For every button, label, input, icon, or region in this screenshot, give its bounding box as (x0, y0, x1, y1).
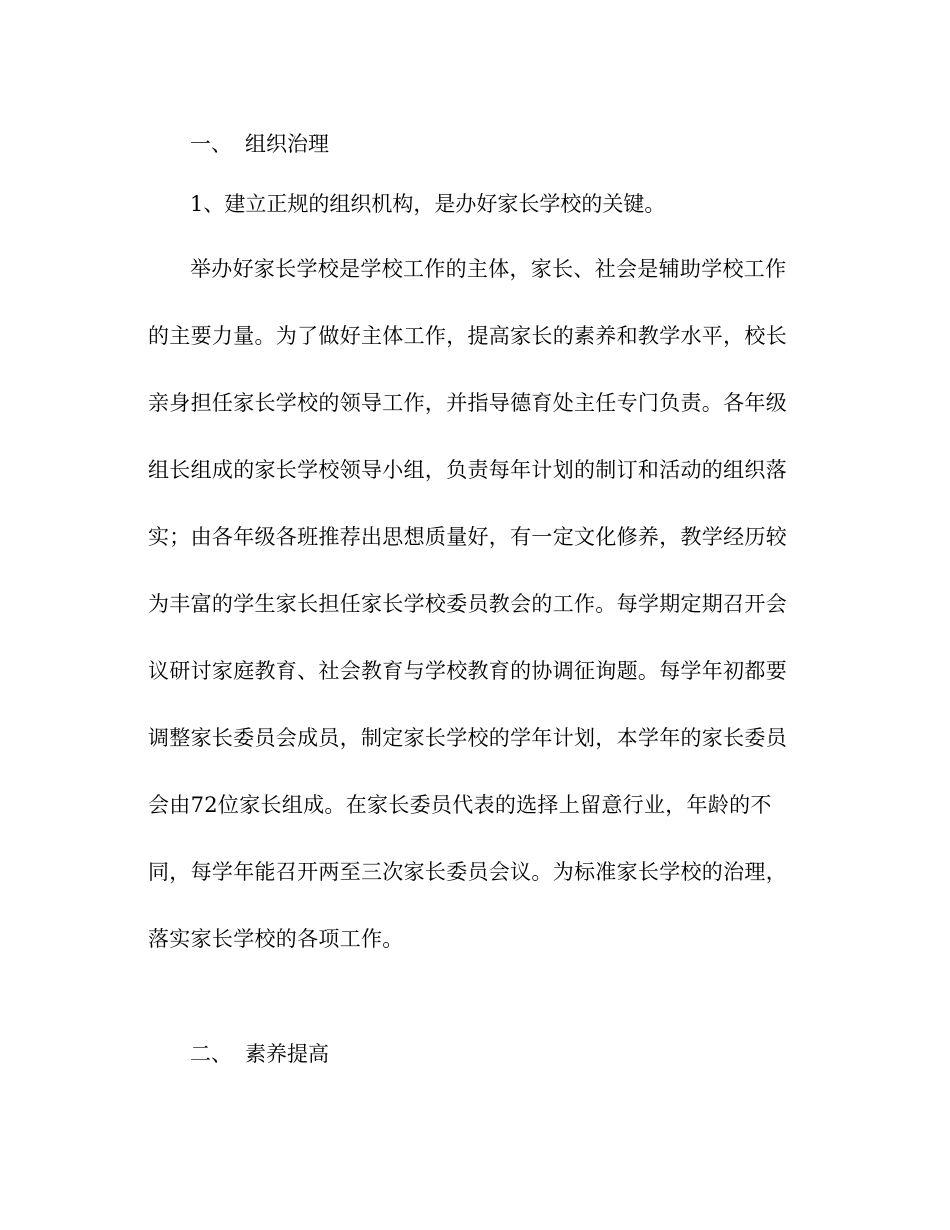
section-title: 组织治理 (245, 132, 329, 156)
section-number: 一、 (190, 132, 232, 156)
section-number: 二、 (190, 1042, 232, 1066)
paragraph-line: 的主要力量。为了做好主体工作，提高家长的素养和教学水平，校长 (148, 324, 787, 348)
paragraph-line: 举办好家长学校是学校工作的主体，家长、社会是辅助学校工作 (190, 257, 787, 281)
paragraph-line: 实；由各年级各班推荐出思想质量好，有一定文化修养，教学经历较 (148, 525, 787, 549)
paragraph-line: 亲身担任家长学校的领导工作，并指导德育处主任专门负责。各年级 (148, 391, 787, 415)
section-title: 素养提高 (245, 1042, 329, 1066)
paragraph-line: 落实家长学校的各项工作。 (148, 927, 404, 951)
section-heading-1 (190, 130, 329, 158)
paragraph-line: 会由72位家长组成。在家长委员代表的选择上留意行业，年龄的不 (148, 793, 772, 817)
paragraph-line: 议研讨家庭教育、社会教育与学校教育的协调征询题。每学年初都要 (148, 659, 787, 683)
paragraph-line: 组长组成的家长学校领导小组，负责每年计划的制订和活动的组织落 (148, 458, 787, 482)
body-paragraph (148, 255, 800, 992)
subsection-heading: 1、建立正规的组织机构，是办好家长学校的关键。 (190, 192, 666, 216)
paragraph-line: 为丰富的学生家长担任家长学校委员教会的工作。每学期定期召开会 (148, 592, 787, 616)
paragraph-line: 调整家长委员会成员，制定家长学校的学年计划，本学年的家长委员 (148, 726, 787, 750)
section-heading-2 (190, 1040, 329, 1068)
paragraph-line: 同，每学年能召开两至三次家长委员会议。为标准家长学校的治理， (148, 860, 787, 884)
